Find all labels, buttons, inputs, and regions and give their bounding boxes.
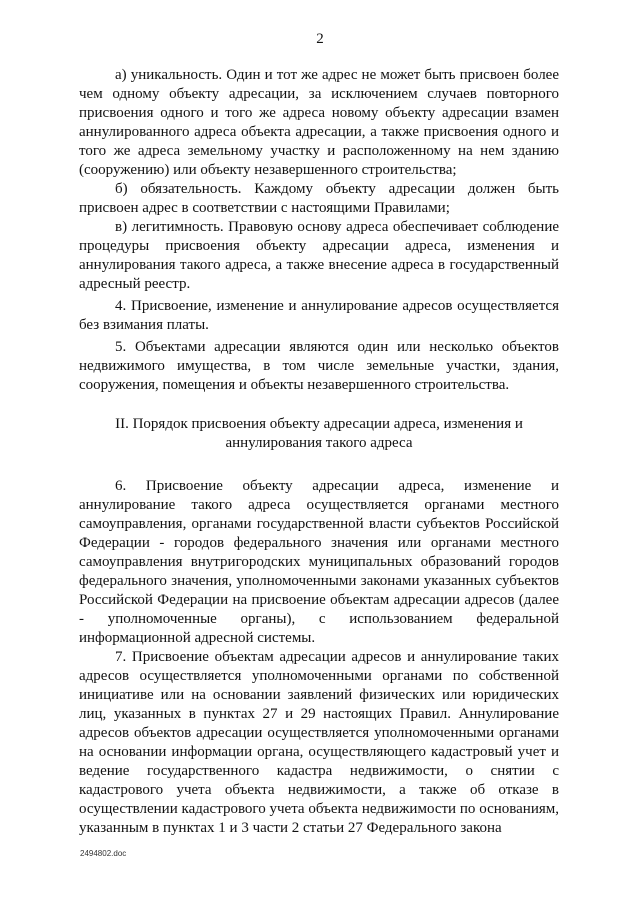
paragraph-a-uniqueness: а) уникальность. Один и тот же адрес не может быть присвоен более чем одному объекту адресации, за исключением случаев повторного присвоения одного и того же адреса новому объекту адресации взамен аннулированного адреса объекта адресации, а также присвоения одного и того же адреса земельному участку и расположенному на нем зданию (сооружению) или объекту незавершенного строительства; bbox=[79, 67, 559, 178]
paragraph-b-obligation: б) обязательность. Каждому объекту адресации должен быть присвоен адрес в соответствии с настоящими Правилами; bbox=[79, 181, 559, 216]
section-heading-line-1: II. Порядок присвоения объекту адресации адреса, изменения и bbox=[115, 416, 523, 432]
paragraph-7: 7. Присвоение объектам адресации адресов и аннулирование таких адресов осуществляется уполномоченными органами по собственной инициативе или на основании заявлений физических или юридических лиц, указанных в пунктах 27 и 29 настоящих Правил. Аннулирование адресов объектов адресации осуществляется уполномоченными органами на основании информации органа, осуществляющего кадастровый учет и ведение государственного кадастра недвижимости, о снятии с кадастрового учета объекта недвижимости, а также об отказе в осуществлении кадастрового учета объекта недвижимости по основаниям, указанным в пунктах 1 и 3 части 2 статьи 27 Федерального закона bbox=[79, 649, 559, 836]
document-body bbox=[79, 66, 559, 838]
paragraph-5: 5. Объектами адресации являются один или несколько объектов недвижимого имущества, в том числе земельные участки, здания, сооружения, помещения и объекты незавершенного строительства. bbox=[79, 339, 559, 393]
section-heading bbox=[79, 415, 559, 453]
paragraph-4: 4. Присвоение, изменение и аннулирование адресов осуществляется без взимания платы. bbox=[79, 298, 559, 333]
paragraph-v-legitimacy: в) легитимность. Правовую основу адреса обеспечивает соблюдение процедуры присвоения объекту адресации адреса, изменения и аннулирования такого адреса, а также внесение адреса в государственный адресный реестр. bbox=[79, 219, 559, 292]
paragraph-6: 6. Присвоение объекту адресации адреса, изменение и аннулирование такого адреса осуществляется органами местного самоуправления, органами государственной власти субъектов Российской Федерации - городов федерального значения или органами местного самоуправления внутригородских муниципальных образований городов федерального значения, уполномоченными законами указанных субъектов Российской Федерации на присвоение объектам адресации адресов (далее - уполномоченные органы), с использованием федеральной информационной адресной системы. bbox=[79, 478, 559, 646]
page-number: 2 bbox=[316, 31, 324, 47]
section-heading-line-2: аннулирования такого адреса bbox=[225, 435, 413, 451]
footer-filename: 2494802.doc bbox=[80, 849, 127, 858]
